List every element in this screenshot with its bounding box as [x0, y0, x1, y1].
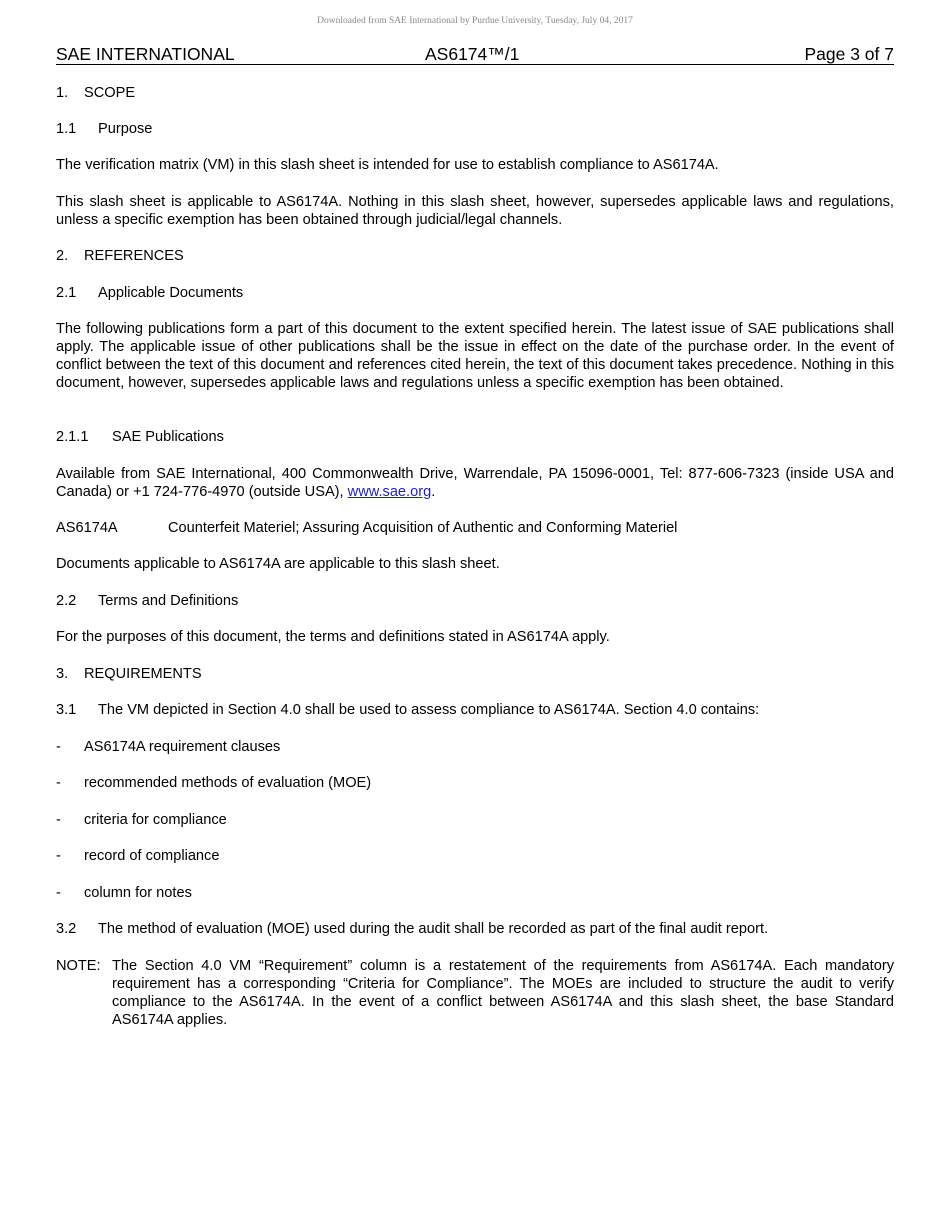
page-number: Page 3 of 7 — [804, 44, 894, 64]
section-number: 3.2 — [56, 921, 77, 937]
section-number: 2. — [56, 248, 69, 264]
reference-id: AS6174A — [56, 520, 118, 536]
list-item — [56, 884, 894, 902]
list-item-text: AS6174A requirement clauses — [84, 739, 281, 755]
section-2-1-heading — [56, 284, 894, 302]
note-label: NOTE: — [56, 958, 101, 974]
section-number: 3. — [56, 666, 69, 682]
purpose-paragraph-1: The verification matrix (VM) in this slash sheet is intended for use to establish compliance to AS6174A. — [56, 157, 719, 173]
bullet-marker: - — [56, 775, 61, 791]
section-number: 2.2 — [56, 593, 77, 609]
list-item-text: recommended methods of evaluation (MOE) — [84, 775, 372, 791]
section-2-2-heading — [56, 592, 894, 610]
sentence-period: . — [431, 484, 436, 500]
list-item — [56, 738, 894, 756]
reference-title: Counterfeit Materiel; Assuring Acquisition of Authentic and Conforming Materiel — [168, 520, 678, 536]
bullet-marker: - — [56, 739, 61, 755]
page-header — [56, 44, 894, 65]
section-3-2 — [56, 920, 894, 938]
purpose-paragraph-2: This slash sheet is applicable to AS6174A. Nothing in this slash sheet, however, supersedes applicable laws and regulations, unless a specific exemption has been obtained through judicial/legal channels. — [56, 194, 894, 228]
sae-contact-paragraph — [56, 465, 894, 501]
section-1-1-heading — [56, 120, 894, 138]
list-item-text: record of compliance — [84, 848, 220, 864]
note-text: The Section 4.0 VM “Requirement” column is a restatement of the requirements from AS6174A. Each mandatory requirement has a corresponding “Criteria for Compliance”. The MOEs are included to structure the audit to verify compliance to the AS6174A. In the event of a conflict between AS6174A and this slash sheet, the base Standard AS6174A applies. — [112, 958, 894, 1028]
document-number: AS6174™/1 — [425, 44, 520, 64]
list-item-text: column for notes — [84, 885, 192, 901]
section-title: SAE Publications — [112, 429, 224, 445]
reference-entry — [56, 519, 894, 537]
sae-website-link[interactable]: www.sae.org — [347, 484, 432, 500]
section-title: Applicable Documents — [98, 285, 244, 301]
list-item — [56, 774, 894, 792]
section-title: REFERENCES — [84, 248, 184, 264]
download-watermark: Downloaded from SAE International by Purdue University, Tuesday, July 04, 2017 — [317, 16, 633, 26]
section-number: 2.1 — [56, 285, 77, 301]
section-text: The VM depicted in Section 4.0 shall be used to assess compliance to AS6174A. Section 4.0 contains: — [98, 702, 760, 718]
section-1-heading — [56, 84, 894, 102]
section-2-heading — [56, 247, 894, 265]
list-item — [56, 811, 894, 829]
bullet-marker: - — [56, 848, 61, 864]
list-item — [56, 847, 894, 865]
list-item-text: criteria for compliance — [84, 812, 227, 828]
section-3-1 — [56, 701, 894, 719]
bullet-marker: - — [56, 812, 61, 828]
applicable-documents-paragraph: The following publications form a part of this document to the extent specified herein. The latest issue of SAE publications shall apply. The applicable issue of other publications shall be the issue in effect on the date of the purchase order. In the event of conflict between the text of this document and references cited herein, the text of this document takes precedence. Nothing in this document, however, supersedes applicable laws and regulations unless a specific exemption has been obtained. — [56, 321, 894, 391]
publisher-name: SAE INTERNATIONAL — [56, 44, 235, 64]
note-block — [56, 957, 894, 1029]
sae-contact-text: Available from SAE International, 400 Commonwealth Drive, Warrendale, PA 15096-0001, Tel: 877-606-7323 (inside USA and Canada) or +1 724-776-4970 (outside USA), — [56, 466, 894, 500]
terms-paragraph: For the purposes of this document, the terms and definitions stated in AS6174A apply. — [56, 629, 610, 645]
bullet-marker: - — [56, 885, 61, 901]
section-title: Purpose — [98, 121, 153, 137]
section-title: SCOPE — [84, 85, 136, 101]
section-2-1-1-heading — [56, 428, 894, 446]
section-number: 1.1 — [56, 121, 77, 137]
section-text: The method of evaluation (MOE) used during the audit shall be recorded as part of the final audit report. — [98, 921, 769, 937]
documents-applicable-paragraph: Documents applicable to AS6174A are applicable to this slash sheet. — [56, 556, 500, 572]
section-title: REQUIREMENTS — [84, 666, 202, 682]
section-number: 3.1 — [56, 702, 77, 718]
section-number: 2.1.1 — [56, 429, 89, 445]
section-title: Terms and Definitions — [98, 593, 239, 609]
section-number: 1. — [56, 85, 69, 101]
section-3-heading — [56, 665, 894, 683]
